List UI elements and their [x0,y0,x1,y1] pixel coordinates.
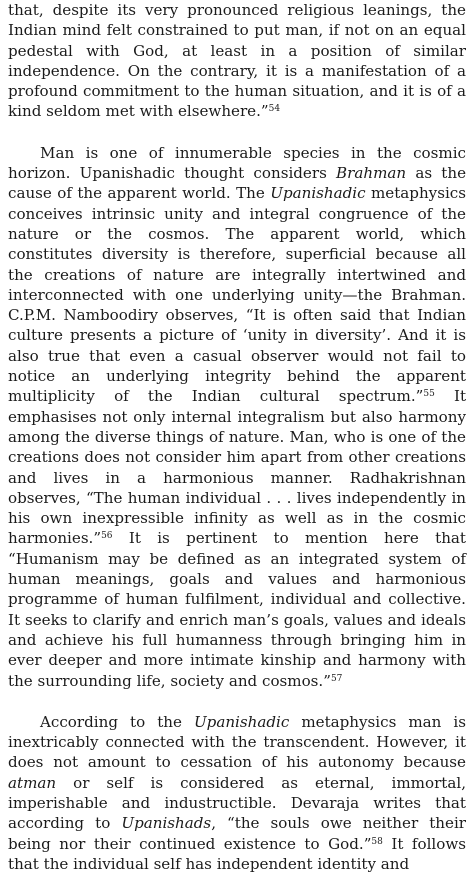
text-run: , “the souls owe neither their being nor their continued existence to God.” [8,814,466,853]
italic-term: Upanishads [121,814,212,833]
footnote-reference: 56 [101,531,113,542]
text-run: metaphysics man is inextricably connected with the transcendent. However, it does not amount to cessation of his autonomy because [8,712,466,772]
italic-term: atman [8,773,57,792]
italic-term: Upanishadic [193,712,290,731]
footnote-reference: 54 [268,104,281,115]
footnote-reference: 55 [423,389,435,400]
paragraph-upanishadic-metaphysics [8,712,466,874]
paragraph-gap [8,122,466,143]
text-run: According to the [40,712,194,731]
paragraph-continued-quote [8,0,466,122]
italic-term: Upanishadic [270,184,366,203]
paragraph-gap [8,691,466,712]
italic-term: Brahman [336,164,407,183]
text-run: as the cause of the apparent world. The [8,164,467,203]
footnote-reference: 58 [371,836,383,847]
text-run: It is pertinent to mention here that “Humanism may be defined as an integrated system of human meanings, goals and values and harmonious programme of human fulfilment, individual and collective. It seeks to clarify and enrich man’s goals, values and ideals and achieve his full humanness through bringing him in ever deeper and more intimate kinship and harmony with the surrounding life, society and cosmos.” [8,529,466,690]
footnote-reference: 57 [330,673,343,684]
text-run: metaphysics conceives intrinsic unity and integral congruence of the nature or the cosmos. The apparent world, which constitutes diversity is therefore, superficial because all the creations of nature are integrally intertwined and interconnected with one underlying unity—the Brahman. C.P.M. Namboodiry observes, “It is often said that Indian culture presents a picture of ‘unity in diversity’. And it is also true that even a casual observer would not fail to notice an underlying integrity behind the apparent multiplicity of the Indian cultural spectrum.” [8,184,466,406]
text-run: that, despite its very pronounced religious leanings, the Indian mind felt constrained to put man, if not on an equal pedestal with God, at least in a position of similar independence. On the contrary, it is a manifestation of a profound commitment to the human situation, and it is of a kind seldom met with elsewhere.” [8,1,466,121]
paragraph-cosmic-horizon [8,143,466,691]
text-run: or self is considered as eternal, immortal, imperishable and industructible. Devaraja writes that according to [8,773,466,833]
text-run: It emphasises not only internal integralism but also harmony among the diverse things of nature. Man, who is one of the creations does not consider him apart from other creations and lives in a harmonious manner. Radhakrishnan observes, “The human individual . . . lives independently in his own inexpressible infinity as well as in the cosmic harmonies.” [8,387,467,548]
text-run: Man is one of innumerable species in the cosmic horizon. Upanishadic thought considers [8,143,466,183]
document-page [8,0,466,874]
text-run: It follows that the individual self has independent identity and [8,834,466,873]
